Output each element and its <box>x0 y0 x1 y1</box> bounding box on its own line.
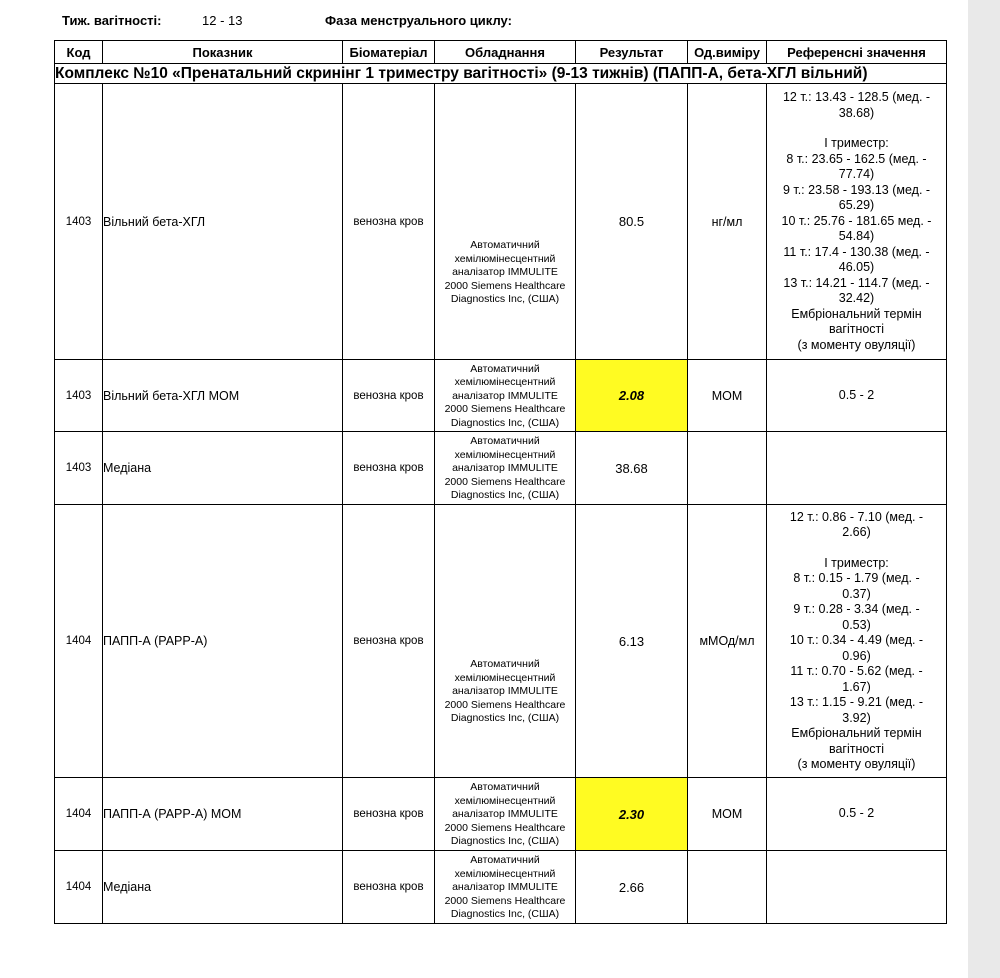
cell-result: 80.5 <box>576 84 688 360</box>
reference-line: 38.68) <box>838 105 875 120</box>
equipment-line: Автоматичний <box>470 854 540 867</box>
equipment-line: 2000 Siemens Healthcare <box>444 403 566 416</box>
cell-indicator: ПАПП-А (PAPP-A) <box>103 505 343 778</box>
col-header-code: Код <box>55 41 103 64</box>
equipment-line: хемілюмінесцентний <box>454 671 556 684</box>
cell-reference: 0.5 - 2 <box>767 360 947 432</box>
equipment-line: аналізатор IMMULITE <box>452 266 558 279</box>
equipment-line: хемілюмінесцентний <box>454 794 556 807</box>
reference-line: (з моменту овуляції) <box>797 757 916 771</box>
cell-unit <box>688 432 767 505</box>
cell-equipment <box>435 851 576 924</box>
cell-equipment <box>435 84 576 360</box>
reference-line: 0.53) <box>842 617 871 632</box>
cell-indicator: Медіана <box>103 432 343 505</box>
cell-unit: нг/мл <box>688 84 767 360</box>
equipment-line: хемілюмінесцентний <box>454 867 556 880</box>
reference-line: вагітності <box>828 322 885 336</box>
reference-line: 8 т.: 0.15 - 1.79 (мед. - <box>793 571 920 585</box>
equipment-line: Diagnostics Inc, (США) <box>450 835 560 848</box>
results-table <box>54 40 947 924</box>
cell-indicator: ПАПП-А (PAPP-A) МОМ <box>103 778 343 851</box>
reference-line: 10 т.: 25.76 - 181.65 мед. - <box>781 213 932 228</box>
equipment-line: Автоматичний <box>470 435 540 448</box>
reference-line: 13 т.: 1.15 - 9.21 (мед. - <box>789 695 924 709</box>
col-header-equipment: Обладнання <box>435 41 576 64</box>
reference-line: 12 т.: 13.43 - 128.5 (мед. - <box>782 90 931 104</box>
cell-equipment <box>435 778 576 851</box>
col-header-biomaterial: Біоматеріал <box>343 41 435 64</box>
cell-unit: МОМ <box>688 360 767 432</box>
complex-title-row <box>55 64 947 84</box>
report-header <box>0 10 968 32</box>
equipment-line: аналізатор IMMULITE <box>452 462 558 475</box>
cell-code: 1404 <box>55 505 103 778</box>
cell-result: 2.66 <box>576 851 688 924</box>
cell-biomaterial: венозна кров <box>343 505 435 778</box>
reference-line: 9 т.: 0.28 - 3.34 (мед. - <box>793 602 920 616</box>
reference-line: 0.37) <box>842 586 871 601</box>
cell-result: 2.30 <box>576 778 688 851</box>
table-row <box>55 851 947 924</box>
cell-reference: 0.5 - 2 <box>767 778 947 851</box>
reference-line: Ембріональний термін <box>791 726 922 740</box>
cell-indicator: Медіана <box>103 851 343 924</box>
reference-line: 2.66) <box>842 525 871 539</box>
cell-result: 38.68 <box>576 432 688 505</box>
reference-line: 3.92) <box>842 710 871 725</box>
cell-biomaterial: венозна кров <box>343 84 435 360</box>
gestation-label: Тиж. вагітності: <box>62 13 162 28</box>
table-row <box>55 505 947 778</box>
reference-line: 12 т.: 0.86 - 7.10 (мед. - <box>789 509 924 524</box>
equipment-line: 2000 Siemens Healthcare <box>444 894 566 907</box>
equipment-line: 2000 Siemens Healthcare <box>444 279 566 292</box>
cell-reference <box>767 851 947 924</box>
reference-line: 11 т.: 0.70 - 5.62 (мед. - <box>790 664 923 678</box>
table-row <box>55 84 947 360</box>
reference-line: I триместр: <box>824 555 889 570</box>
cell-equipment <box>435 505 576 778</box>
equipment-line: Автоматичний <box>470 658 540 670</box>
cell-code: 1404 <box>55 851 103 924</box>
equipment-line: Автоматичний <box>470 239 540 252</box>
cell-equipment <box>435 432 576 505</box>
equipment-line: аналізатор IMMULITE <box>452 808 558 821</box>
cell-biomaterial: венозна кров <box>343 360 435 432</box>
col-header-result: Результат <box>576 41 688 64</box>
col-header-unit: Од.виміру <box>688 41 767 64</box>
reference-line: 10 т.: 0.34 - 4.49 (мед. - <box>789 633 924 647</box>
reference-line: 11 т.: 17.4 - 130.38 (мед. - <box>783 244 930 259</box>
equipment-line: аналізатор IMMULITE <box>452 389 558 402</box>
cell-unit: МОМ <box>688 778 767 851</box>
table-row <box>55 360 947 432</box>
table-row <box>55 432 947 505</box>
equipment-line: Автоматичний <box>470 362 540 375</box>
reference-line: 77.74) <box>838 167 875 181</box>
menstrual-phase-label: Фаза менструального циклу: <box>325 13 512 28</box>
equipment-line: хемілюмінесцентний <box>454 252 556 265</box>
reference-line: 65.29) <box>838 198 875 212</box>
equipment-line: аналізатор IMMULITE <box>452 685 558 697</box>
equipment-line: хемілюмінесцентний <box>454 448 556 461</box>
equipment-line: Diagnostics Inc, (США) <box>450 489 560 502</box>
cell-indicator: Вільний бета-ХГЛ <box>103 84 343 360</box>
equipment-line: Diagnostics Inc, (США) <box>450 908 560 921</box>
cell-code: 1404 <box>55 778 103 851</box>
page-shadow <box>968 0 1000 978</box>
cell-indicator: Вільний бета-ХГЛ МОМ <box>103 360 343 432</box>
equipment-line: 2000 Siemens Healthcare <box>444 698 566 711</box>
col-header-indicator: Показник <box>103 41 343 64</box>
cell-reference <box>767 432 947 505</box>
equipment-line: 2000 Siemens Healthcare <box>444 475 566 488</box>
reference-line: 8 т.: 23.65 - 162.5 (мед. - <box>786 151 927 166</box>
equipment-line: 2000 Siemens Healthcare <box>444 821 566 834</box>
cell-code: 1403 <box>55 84 103 360</box>
cell-reference <box>767 505 947 778</box>
cell-result: 2.08 <box>576 360 688 432</box>
cell-code: 1403 <box>55 360 103 432</box>
cell-code: 1403 <box>55 432 103 505</box>
reference-line: 0.96) <box>842 648 871 663</box>
cell-equipment <box>435 360 576 432</box>
cell-unit <box>688 851 767 924</box>
reference-line: (з моменту овуляції) <box>797 337 916 352</box>
equipment-line: Автоматичний <box>470 781 540 794</box>
reference-line: 32.42) <box>838 291 875 305</box>
reference-gap <box>767 121 946 136</box>
reference-line: 13 т.: 14.21 - 114.7 (мед. - <box>783 275 930 290</box>
reference-line: Ембріональний термін <box>791 306 922 321</box>
complex-title: Комплекс №10 «Пренатальний скринінг 1 триместру вагітності» (9-13 тижнів) (ПАПП-А, бета-ХГЛ вільний) <box>55 64 947 84</box>
equipment-line: хемілюмінесцентний <box>454 376 556 389</box>
cell-reference <box>767 84 947 360</box>
cell-biomaterial: венозна кров <box>343 432 435 505</box>
reference-line: 46.05) <box>838 260 875 274</box>
table-row <box>55 778 947 851</box>
reference-line: вагітності <box>828 741 885 756</box>
reference-line: 54.84) <box>838 229 875 243</box>
equipment-line: Diagnostics Inc, (США) <box>450 712 560 724</box>
cell-unit: мМОд/мл <box>688 505 767 778</box>
cell-result: 6.13 <box>576 505 688 778</box>
reference-line: 1.67) <box>842 679 871 694</box>
col-header-reference: Референсні значення <box>767 41 947 64</box>
cell-biomaterial: венозна кров <box>343 778 435 851</box>
table-header-row <box>55 41 947 64</box>
cell-biomaterial: венозна кров <box>343 851 435 924</box>
reference-line: I триместр: <box>824 136 889 150</box>
equipment-line: Diagnostics Inc, (США) <box>450 416 560 429</box>
gestation-value: 12 - 13 <box>202 13 243 28</box>
reference-gap <box>767 541 946 556</box>
equipment-line: Diagnostics Inc, (США) <box>450 293 560 306</box>
equipment-line: аналізатор IMMULITE <box>452 881 558 894</box>
reference-line: 9 т.: 23.58 - 193.13 (мед. - <box>782 182 931 197</box>
